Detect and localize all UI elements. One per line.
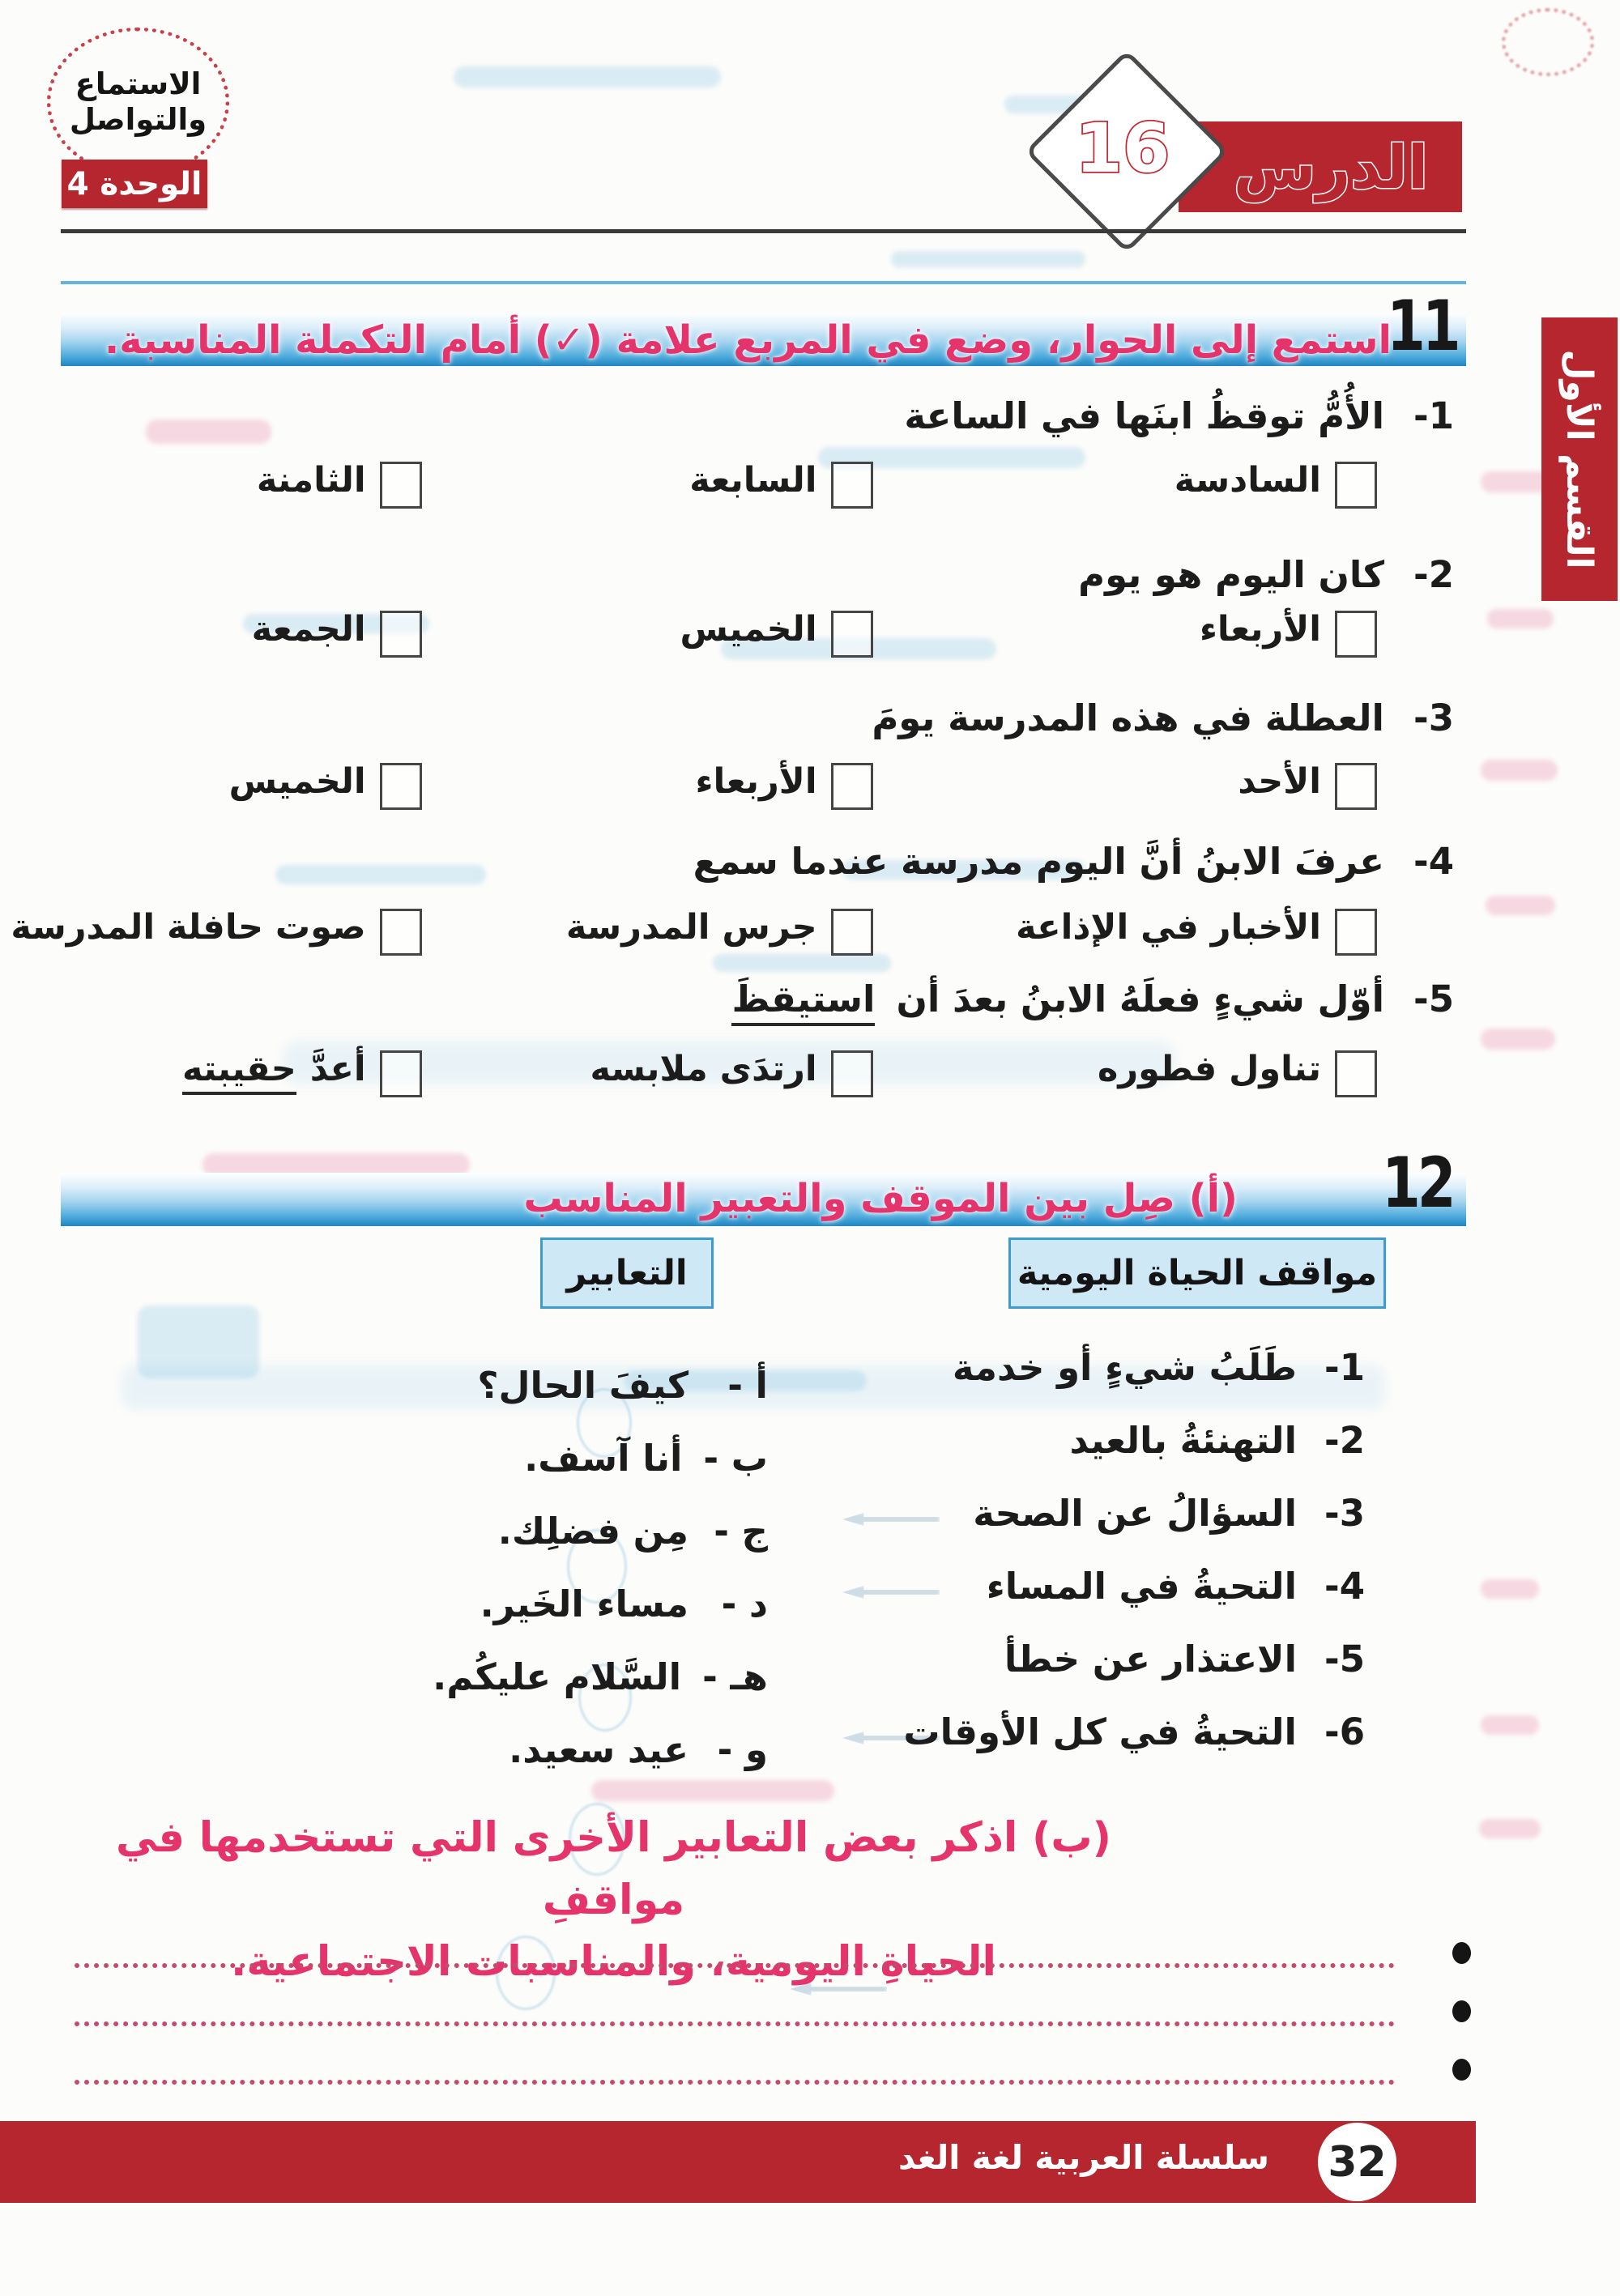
answer-checkbox[interactable]: [380, 1050, 422, 1097]
skill-stamp-line1: الاستماع: [75, 66, 202, 101]
answer-checkbox[interactable]: [380, 909, 422, 956]
situation-item[interactable]: [1069, 1419, 1365, 1462]
expression-item[interactable]: [480, 1582, 768, 1625]
question-3-options: [50, 761, 1377, 810]
situation-text: التهنئةُ بالعيد: [1069, 1419, 1297, 1462]
answer-option: [873, 907, 1377, 956]
bleedthrough-mark: [1481, 760, 1558, 781]
expression-text: مساء الخَير.: [480, 1582, 688, 1625]
question-2-text: كان اليوم هو يوم: [1078, 553, 1384, 596]
expression-text: السَّلام عليكُم.: [433, 1655, 682, 1698]
question-1-text: الأُمُّ توقظُ ابنَها في الساعة: [904, 394, 1384, 437]
option-label: السادسة: [1174, 460, 1321, 501]
lesson-number: [1055, 79, 1191, 215]
situation-number: 6-: [1324, 1710, 1365, 1753]
answer-option: [873, 460, 1377, 509]
bleedthrough-arc: [1502, 8, 1594, 76]
option-label: الأخبار في الإذاعة: [1016, 907, 1321, 948]
series-title: سلسلة العربية لغة الغد: [898, 2138, 1269, 2177]
situation-text: السؤالُ عن الصحة: [973, 1492, 1297, 1535]
question-5-options: [50, 1049, 1377, 1097]
answer-checkbox[interactable]: [831, 462, 873, 509]
answer-option: [422, 761, 873, 810]
answer-bullet: [1452, 2059, 1471, 2081]
bleedthrough-mark: [713, 954, 891, 972]
bleedthrough-mark: [591, 1780, 834, 1801]
bleedthrough-arrow: [842, 1586, 940, 1599]
question-1-options: [50, 460, 1377, 509]
bleedthrough-mark: [1481, 1029, 1555, 1050]
answer-option: [422, 460, 873, 509]
expression-letter: هـ -: [702, 1655, 768, 1698]
question-3: [872, 696, 1454, 739]
option-label: ارتدَى ملابسه: [590, 1049, 817, 1089]
answer-checkbox[interactable]: [831, 909, 873, 956]
answer-option: [422, 907, 873, 956]
bleedthrough-mark: [146, 420, 271, 444]
answer-checkbox[interactable]: [831, 611, 873, 658]
answer-checkbox[interactable]: [380, 611, 422, 658]
question-1-number: 1-: [1413, 394, 1454, 437]
answer-checkbox[interactable]: [1335, 462, 1377, 509]
situation-text: الاعتذار عن خطأ: [1004, 1638, 1297, 1680]
lesson-banner-title: [1187, 121, 1462, 212]
option-label: الجمعة: [251, 609, 366, 650]
blue-divider: [61, 281, 1466, 284]
expression-text: أنا آسف.: [524, 1437, 683, 1480]
expression-text: مِن فضلِك.: [497, 1510, 688, 1553]
situation-text: التحيةُ في كل الأوقات: [903, 1710, 1297, 1753]
answer-checkbox[interactable]: [1335, 1050, 1377, 1097]
exercise11-number: 11: [1387, 286, 1458, 367]
question-4: [693, 840, 1454, 883]
section-side-tab-label: القسم الأول: [1558, 349, 1601, 569]
expression-item[interactable]: [477, 1364, 768, 1407]
option-label: الثامنة: [256, 460, 366, 501]
question-3-text: العطلة في هذه المدرسة يومَ: [872, 696, 1384, 739]
question-2-number: 2-: [1413, 553, 1454, 596]
answer-line[interactable]: [75, 2080, 1395, 2085]
expression-letter: أ -: [727, 1364, 768, 1407]
exercise12-title: (أ) صِل بين الموقف والتعبير المناسب: [523, 1176, 1238, 1221]
page-number-badge: [1318, 2123, 1396, 2201]
question-5-text-underlined: استيقظَ: [731, 978, 875, 1026]
expression-item[interactable]: [498, 1510, 768, 1553]
column-header-expressions: [540, 1237, 714, 1309]
bleedthrough-mark: [1479, 1819, 1541, 1838]
column-header-situations: [1008, 1237, 1386, 1309]
answer-checkbox[interactable]: [380, 763, 422, 810]
expression-item[interactable]: [433, 1655, 768, 1698]
part-b-line1: (ب) اذكر بعض التعابير الأخرى التي تستخدمها في مواقفِ: [116, 1814, 1111, 1924]
answer-checkbox[interactable]: [1335, 763, 1377, 810]
option-label: الأربعاء: [1199, 609, 1321, 650]
skill-stamp-line2: والتواصل: [69, 102, 207, 137]
question-4-number: 4-: [1413, 840, 1454, 883]
bleedthrough-mark: [454, 66, 721, 87]
question-5: [731, 978, 1454, 1026]
expression-item[interactable]: [524, 1437, 768, 1480]
situation-text: طَلَبُ شيءٍ أو خدمة: [952, 1346, 1297, 1389]
option-label: الأربعاء: [695, 761, 817, 802]
option-label: الخميس: [228, 761, 366, 802]
unit-badge-label: الوحدة 4: [66, 165, 202, 202]
question-1: [904, 394, 1454, 437]
option-label: أعدَّ: [309, 1049, 366, 1089]
exercise11-title: استمع إلى الحوار، وضع في المربع علامة (✓) أمام التكملة المناسبة.: [104, 317, 1392, 363]
answer-option: [50, 1049, 422, 1097]
situation-text: التحيةُ في المساء: [986, 1565, 1297, 1608]
lesson-number-text: 16: [1075, 109, 1170, 188]
situation-number: 5-: [1324, 1638, 1365, 1680]
expression-letter: و -: [717, 1728, 768, 1771]
question-4-text: عرفَ الابنُ أنَّ اليوم مدرسة عندما سمع: [693, 840, 1384, 883]
expression-text: كيفَ الحال؟: [477, 1364, 688, 1407]
option-label-underlined: حقيبته: [182, 1049, 296, 1095]
situation-item[interactable]: [953, 1346, 1365, 1389]
situation-item[interactable]: [903, 1710, 1365, 1753]
lesson-banner-text: الدرس: [1233, 133, 1429, 202]
option-label: صوت حافلة المدرسة: [11, 907, 366, 948]
skill-stamp: [47, 28, 229, 177]
answer-option: [422, 1049, 873, 1097]
bleedthrough-arrow: [842, 1513, 940, 1526]
situation-item[interactable]: [1004, 1638, 1365, 1680]
option-label: الأحد: [1238, 761, 1321, 802]
expression-item[interactable]: [509, 1728, 768, 1771]
bleedthrough-mark: [891, 251, 1085, 267]
answer-option: [11, 907, 422, 956]
answer-checkbox[interactable]: [831, 1050, 873, 1097]
answer-bullet: [1452, 1942, 1471, 1964]
exercise12-number: 12: [1382, 1143, 1453, 1224]
question-2: [1078, 553, 1454, 596]
bleedthrough-mark: [1481, 1579, 1539, 1599]
question-5-text: أوّل شيءٍ فعلَهُ الابنُ بعدَ أن: [896, 978, 1384, 1020]
part-b-line2: الحياةِ اليومية، والمناسبات الاجتماعية.: [230, 1938, 997, 1986]
question-2-options: [50, 609, 1377, 658]
column-header-situations-label: مواقف الحياة اليومية: [1017, 1253, 1378, 1293]
answer-checkbox[interactable]: [1335, 611, 1377, 658]
expression-text: عيد سعيد.: [509, 1728, 688, 1771]
situation-item[interactable]: [987, 1565, 1365, 1608]
section-side-tab: [1541, 317, 1618, 601]
question-3-number: 3-: [1413, 696, 1454, 739]
answer-checkbox[interactable]: [1335, 909, 1377, 956]
option-label: الخميس: [680, 609, 817, 650]
answer-line[interactable]: [75, 1963, 1395, 1968]
answer-line[interactable]: [75, 2021, 1395, 2026]
question-4-options: [11, 907, 1377, 956]
bleedthrough-mark: [1487, 609, 1554, 628]
unit-badge: [62, 160, 207, 208]
bleedthrough-mark: [1486, 896, 1555, 915]
page-number: 32: [1328, 2137, 1387, 2187]
situation-number: 4-: [1324, 1565, 1365, 1608]
bleedthrough-mark: [275, 865, 486, 884]
answer-option: [50, 761, 422, 810]
expression-letter: ج -: [714, 1510, 768, 1553]
expression-letter: ب -: [703, 1437, 768, 1480]
question-5-number: 5-: [1413, 978, 1454, 1020]
answer-option: [873, 761, 1377, 810]
option-label: السابعة: [689, 460, 817, 501]
situation-number: 3-: [1324, 1492, 1365, 1535]
header-divider: [61, 229, 1466, 233]
bleedthrough-mark: [1481, 1715, 1539, 1735]
answer-checkbox[interactable]: [831, 763, 873, 810]
expression-letter: د -: [721, 1582, 768, 1625]
situation-number: 1-: [1324, 1346, 1365, 1389]
answer-option: [50, 460, 422, 509]
answer-bullet: [1452, 2000, 1471, 2022]
answer-option: [873, 1049, 1377, 1097]
situation-number: 2-: [1324, 1419, 1365, 1462]
column-header-expressions-label: التعابير: [566, 1253, 688, 1293]
bleedthrough-mark: [138, 1306, 259, 1378]
situation-item[interactable]: [973, 1492, 1365, 1535]
answer-option: [422, 609, 873, 658]
answer-checkbox[interactable]: [380, 462, 422, 509]
answer-option: [50, 609, 422, 658]
answer-option: [873, 609, 1377, 658]
option-label: تناول فطوره: [1098, 1049, 1321, 1089]
option-label: جرس المدرسة: [565, 907, 817, 948]
